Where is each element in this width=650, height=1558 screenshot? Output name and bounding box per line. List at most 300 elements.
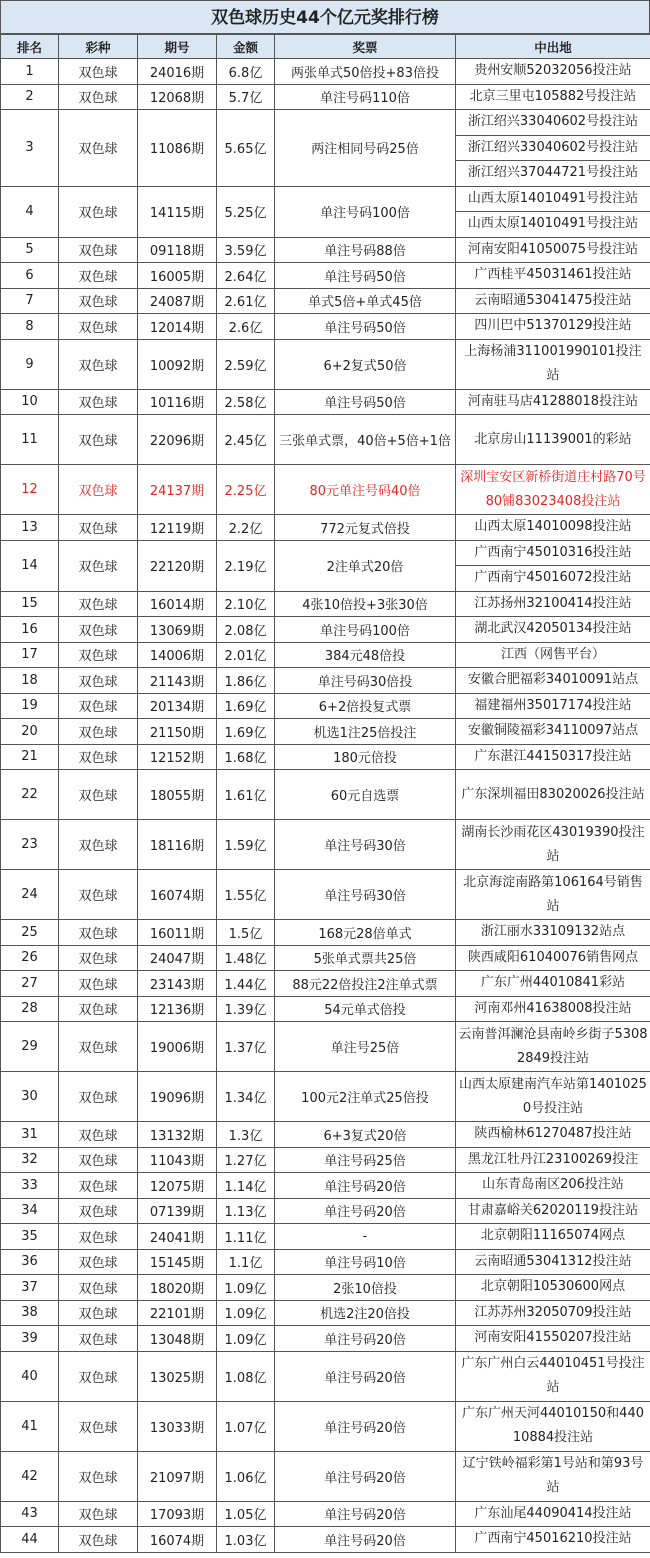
cell-rank: 11: [1, 415, 59, 465]
cell-location: 广东汕尾44090414投注站: [456, 1501, 650, 1527]
cell-rank: 34: [1, 1198, 59, 1224]
cell-issue: 10092期: [138, 339, 217, 389]
cell-ticket: 单注号码20倍: [275, 1501, 456, 1527]
cell-game: 双色球: [59, 1249, 138, 1275]
table-row: [1, 1022, 650, 1072]
cell-ticket: 两张单式50倍投+83倍投: [275, 59, 456, 85]
table-row: [1, 820, 650, 870]
table-row: [1, 617, 650, 643]
cell-game: 双色球: [59, 415, 138, 465]
cell-ticket: 180元倍投: [275, 744, 456, 770]
cell-amount: 2.25亿: [217, 465, 275, 515]
cell-ticket: 三张单式票，40倍+5倍+1倍: [275, 415, 456, 465]
cell-location: 河南安阳41550207投注站: [456, 1326, 650, 1352]
table-row: [1, 1527, 650, 1553]
table-row: [1, 1401, 650, 1451]
cell-ticket: 单注号码20倍: [275, 1401, 456, 1451]
table-row: [1, 84, 650, 110]
cell-amount: 1.34亿: [217, 1072, 275, 1122]
cell-rank: 27: [1, 971, 59, 997]
cell-ticket: 2张10倍投: [275, 1275, 456, 1301]
cell-rank: 38: [1, 1300, 59, 1326]
cell-location: 浙江绍兴33040602号投注站: [456, 110, 650, 136]
cell-location: 河南邓州41638008投注站: [456, 996, 650, 1022]
cell-issue: 12068期: [138, 84, 217, 110]
cell-location: 陕西咸阳61040076销售网点: [456, 945, 650, 971]
cell-ticket: 80元单注号码40倍: [275, 465, 456, 515]
cell-game: 双色球: [59, 389, 138, 415]
cell-rank: 44: [1, 1527, 59, 1553]
cell-location: 江苏苏州32050709投注站: [456, 1300, 650, 1326]
cell-location: 贵州安顺52032056投注站: [456, 59, 650, 85]
cell-ticket: 单注号码50倍: [275, 389, 456, 415]
cell-ticket: 2注单式20倍: [275, 540, 456, 591]
cell-issue: 13025期: [138, 1351, 217, 1401]
cell-game: 双色球: [59, 540, 138, 591]
cell-rank: 9: [1, 339, 59, 389]
cell-amount: 1.03亿: [217, 1527, 275, 1553]
table-row: [1, 515, 650, 541]
cell-issue: 10116期: [138, 389, 217, 415]
cell-game: 双色球: [59, 1198, 138, 1224]
ranking-table: [0, 34, 650, 1553]
cell-rank: 43: [1, 1501, 59, 1527]
cell-game: 双色球: [59, 693, 138, 719]
table-row: [1, 1173, 650, 1199]
cell-rank: 20: [1, 719, 59, 745]
table-row: [1, 1501, 650, 1527]
cell-game: 双色球: [59, 465, 138, 515]
table-row: [1, 415, 650, 465]
cell-issue: 23143期: [138, 971, 217, 997]
cell-rank: 28: [1, 996, 59, 1022]
cell-location: 广西南宁45016210投注站: [456, 1527, 650, 1553]
cell-rank: 8: [1, 314, 59, 340]
header-game: 彩种: [59, 35, 138, 59]
cell-amount: 1.61亿: [217, 770, 275, 820]
cell-amount: 2.59亿: [217, 339, 275, 389]
cell-rank: 26: [1, 945, 59, 971]
cell-ticket: 单注号码88倍: [275, 237, 456, 263]
cell-rank: 3: [1, 110, 59, 187]
cell-game: 双色球: [59, 591, 138, 617]
cell-rank: 13: [1, 515, 59, 541]
table-row: [1, 1275, 650, 1301]
cell-rank: 15: [1, 591, 59, 617]
cell-amount: 1.44亿: [217, 971, 275, 997]
cell-location: 河南安阳41050075号投注站: [456, 237, 650, 263]
cell-location: 山西太原14010491号投注站: [456, 186, 650, 212]
cell-issue: 09118期: [138, 237, 217, 263]
cell-ticket: 单注号码20倍: [275, 1198, 456, 1224]
cell-rank: 5: [1, 237, 59, 263]
cell-rank: 2: [1, 84, 59, 110]
cell-issue: 24016期: [138, 59, 217, 85]
cell-location: 云南昭通53041312投注站: [456, 1249, 650, 1275]
cell-amount: 2.2亿: [217, 515, 275, 541]
cell-game: 双色球: [59, 263, 138, 289]
cell-amount: 2.10亿: [217, 591, 275, 617]
table-row: [1, 1147, 650, 1173]
cell-issue: 15145期: [138, 1249, 217, 1275]
cell-location: 广东深圳福田83020026投注站: [456, 770, 650, 820]
cell-issue: 24041期: [138, 1224, 217, 1250]
cell-game: 双色球: [59, 1224, 138, 1250]
cell-game: 双色球: [59, 770, 138, 820]
cell-rank: 17: [1, 642, 59, 668]
cell-game: 双色球: [59, 668, 138, 694]
cell-game: 双色球: [59, 1401, 138, 1451]
cell-amount: 3.59亿: [217, 237, 275, 263]
cell-game: 双色球: [59, 1173, 138, 1199]
cell-amount: 2.64亿: [217, 263, 275, 289]
cell-game: 双色球: [59, 1326, 138, 1352]
table-row: [1, 719, 650, 745]
cell-location: 广东广州白云44010451号投注站: [456, 1351, 650, 1401]
cell-game: 双色球: [59, 1022, 138, 1072]
cell-game: 双色球: [59, 1501, 138, 1527]
cell-amount: 1.08亿: [217, 1351, 275, 1401]
cell-ticket: 单式5倍+单式45倍: [275, 288, 456, 314]
cell-rank: 14: [1, 540, 59, 591]
cell-amount: 1.09亿: [217, 1275, 275, 1301]
cell-game: 双色球: [59, 186, 138, 237]
cell-ticket: 单注号码30倍: [275, 820, 456, 870]
cell-amount: 1.09亿: [217, 1326, 275, 1352]
table-row: [1, 744, 650, 770]
cell-location: 广东广州天河44010150和44010884投注站: [456, 1401, 650, 1451]
cell-game: 双色球: [59, 339, 138, 389]
table-row: [1, 237, 650, 263]
cell-ticket: 100元2注单式25倍投: [275, 1072, 456, 1122]
cell-ticket: 60元自选票: [275, 770, 456, 820]
cell-ticket: 单注号码20倍: [275, 1527, 456, 1553]
cell-game: 双色球: [59, 1122, 138, 1148]
cell-location: 广东广州44010841彩站: [456, 971, 650, 997]
cell-rank: 22: [1, 770, 59, 820]
cell-game: 双色球: [59, 971, 138, 997]
cell-amount: 5.25亿: [217, 186, 275, 237]
cell-ticket: 单注号码20倍: [275, 1351, 456, 1401]
table-row: [1, 110, 650, 136]
cell-ticket: 单注号码30倍: [275, 870, 456, 920]
cell-issue: 14115期: [138, 186, 217, 237]
cell-amount: 6.8亿: [217, 59, 275, 85]
cell-game: 双色球: [59, 996, 138, 1022]
table-row: [1, 263, 650, 289]
cell-ticket: 6+3复式20倍: [275, 1122, 456, 1148]
table-row: [1, 693, 650, 719]
cell-location: 山西太原14010098投注站: [456, 515, 650, 541]
cell-rank: 21: [1, 744, 59, 770]
cell-issue: 13069期: [138, 617, 217, 643]
header-issue: 期号: [138, 35, 217, 59]
cell-issue: 17093期: [138, 1501, 217, 1527]
cell-amount: 1.55亿: [217, 870, 275, 920]
cell-amount: 5.65亿: [217, 110, 275, 187]
cell-ticket: -: [275, 1224, 456, 1250]
cell-ticket: 单注号码30倍投: [275, 668, 456, 694]
cell-rank: 36: [1, 1249, 59, 1275]
cell-rank: 24: [1, 870, 59, 920]
cell-issue: 19096期: [138, 1072, 217, 1122]
cell-issue: 12152期: [138, 744, 217, 770]
cell-ticket: 54元单式倍投: [275, 996, 456, 1022]
cell-location: 广西南宁45016072投注站: [456, 566, 650, 592]
table-row: [1, 186, 650, 212]
cell-location: 广西桂平45031461投注站: [456, 263, 650, 289]
cell-ticket: 单注号码25倍: [275, 1147, 456, 1173]
cell-game: 双色球: [59, 84, 138, 110]
cell-location: 福建福州35017174投注站: [456, 693, 650, 719]
cell-location: 安徽铜陵福彩34110097站点: [456, 719, 650, 745]
table-row: [1, 591, 650, 617]
cell-issue: 22120期: [138, 540, 217, 591]
cell-rank: 33: [1, 1173, 59, 1199]
cell-issue: 12075期: [138, 1173, 217, 1199]
cell-ticket: 772元复式倍投: [275, 515, 456, 541]
cell-game: 双色球: [59, 314, 138, 340]
cell-location: 广西南宁45010316投注站: [456, 540, 650, 566]
table-row: [1, 920, 650, 946]
cell-issue: 16005期: [138, 263, 217, 289]
cell-amount: 2.6亿: [217, 314, 275, 340]
cell-rank: 16: [1, 617, 59, 643]
cell-game: 双色球: [59, 515, 138, 541]
table-row: [1, 314, 650, 340]
cell-location: 山东青岛南区206投注站: [456, 1173, 650, 1199]
table-row: [1, 465, 650, 515]
cell-amount: 1.69亿: [217, 693, 275, 719]
table-row: [1, 339, 650, 389]
cell-game: 双色球: [59, 1300, 138, 1326]
cell-location: 深圳宝安区新桥街道庄村路70号80铺83023408投注站: [456, 465, 650, 515]
cell-game: 双色球: [59, 617, 138, 643]
cell-game: 双色球: [59, 237, 138, 263]
cell-amount: 1.05亿: [217, 1501, 275, 1527]
table-row: [1, 540, 650, 566]
cell-location: 湖北武汉42050134投注站: [456, 617, 650, 643]
cell-amount: 2.58亿: [217, 389, 275, 415]
cell-amount: 1.48亿: [217, 945, 275, 971]
cell-ticket: 单注号码110倍: [275, 84, 456, 110]
cell-issue: 12014期: [138, 314, 217, 340]
cell-location: 江苏扬州32100414投注站: [456, 591, 650, 617]
table-row: [1, 1249, 650, 1275]
cell-rank: 25: [1, 920, 59, 946]
cell-amount: 1.14亿: [217, 1173, 275, 1199]
table-row: [1, 770, 650, 820]
cell-location: 四川巴中51370129投注站: [456, 314, 650, 340]
cell-location: 云南普洱澜沧县南岭乡街子53082849投注站: [456, 1022, 650, 1072]
cell-rank: 4: [1, 186, 59, 237]
cell-amount: 1.86亿: [217, 668, 275, 694]
cell-location: 浙江绍兴37044721号投注站: [456, 161, 650, 187]
cell-amount: 2.01亿: [217, 642, 275, 668]
table-row: [1, 288, 650, 314]
cell-game: 双色球: [59, 1072, 138, 1122]
page-title: 双色球历史44个亿元奖排行榜: [0, 0, 650, 34]
cell-ticket: 单注号码20倍: [275, 1451, 456, 1501]
cell-rank: 41: [1, 1401, 59, 1451]
cell-rank: 37: [1, 1275, 59, 1301]
cell-location: 广东湛江44150317投注站: [456, 744, 650, 770]
cell-amount: 1.13亿: [217, 1198, 275, 1224]
cell-rank: 7: [1, 288, 59, 314]
cell-issue: 12119期: [138, 515, 217, 541]
cell-location: 辽宁铁岭福彩第1号站和第93号站: [456, 1451, 650, 1501]
cell-amount: 1.69亿: [217, 719, 275, 745]
cell-rank: 1: [1, 59, 59, 85]
cell-issue: 12136期: [138, 996, 217, 1022]
cell-rank: 42: [1, 1451, 59, 1501]
cell-ticket: 两注相同号码25倍: [275, 110, 456, 187]
cell-location: 北京朝阳10530600网点: [456, 1275, 650, 1301]
table-row: [1, 971, 650, 997]
cell-rank: 30: [1, 1072, 59, 1122]
cell-amount: 2.45亿: [217, 415, 275, 465]
cell-issue: 13132期: [138, 1122, 217, 1148]
cell-issue: 11086期: [138, 110, 217, 187]
cell-amount: 1.11亿: [217, 1224, 275, 1250]
table-body: [1, 59, 650, 1553]
cell-game: 双色球: [59, 920, 138, 946]
table-row: [1, 1300, 650, 1326]
cell-game: 双色球: [59, 1451, 138, 1501]
cell-issue: 21150期: [138, 719, 217, 745]
table-row: [1, 668, 650, 694]
cell-location: 安徽合肥福彩34010091站点: [456, 668, 650, 694]
cell-ticket: 单注号码50倍: [275, 263, 456, 289]
cell-issue: 24087期: [138, 288, 217, 314]
cell-game: 双色球: [59, 642, 138, 668]
cell-issue: 13033期: [138, 1401, 217, 1451]
table-row: [1, 1198, 650, 1224]
cell-location: 湖南长沙雨花区43019390投注站: [456, 820, 650, 870]
cell-amount: 1.06亿: [217, 1451, 275, 1501]
cell-game: 双色球: [59, 1527, 138, 1553]
cell-issue: 21097期: [138, 1451, 217, 1501]
cell-issue: 18020期: [138, 1275, 217, 1301]
cell-location: 山西太原14010491号投注站: [456, 212, 650, 238]
cell-ticket: 单注号25倍: [275, 1022, 456, 1072]
cell-amount: 1.07亿: [217, 1401, 275, 1451]
cell-game: 双色球: [59, 288, 138, 314]
cell-ticket: 88元22倍投注2注单式票: [275, 971, 456, 997]
cell-location: 甘肃嘉峪关62020119投注站: [456, 1198, 650, 1224]
cell-rank: 31: [1, 1122, 59, 1148]
cell-amount: 2.19亿: [217, 540, 275, 591]
cell-location: 陕西榆林61270487投注站: [456, 1122, 650, 1148]
cell-location: 黑龙江牡丹江23100269投注: [456, 1147, 650, 1173]
cell-amount: 1.09亿: [217, 1300, 275, 1326]
cell-ticket: 单注号码10倍: [275, 1249, 456, 1275]
cell-issue: 24047期: [138, 945, 217, 971]
cell-location: 河南驻马店41288018投注站: [456, 389, 650, 415]
table-row: [1, 1326, 650, 1352]
cell-amount: 2.61亿: [217, 288, 275, 314]
table-row: [1, 870, 650, 920]
cell-rank: 10: [1, 389, 59, 415]
table-row: [1, 59, 650, 85]
cell-location: 山西太原建南汽车站第14010250号投注站: [456, 1072, 650, 1122]
cell-rank: 6: [1, 263, 59, 289]
cell-game: 双色球: [59, 744, 138, 770]
cell-issue: 20134期: [138, 693, 217, 719]
cell-location: 北京房山11139001的彩站: [456, 415, 650, 465]
cell-amount: 1.5亿: [217, 920, 275, 946]
cell-issue: 22096期: [138, 415, 217, 465]
table-row: [1, 1122, 650, 1148]
cell-issue: 18116期: [138, 820, 217, 870]
cell-location: 北京海淀南路第106164号销售站: [456, 870, 650, 920]
cell-issue: 18055期: [138, 770, 217, 820]
cell-game: 双色球: [59, 110, 138, 187]
header-amount: 金额: [217, 35, 275, 59]
cell-game: 双色球: [59, 59, 138, 85]
cell-ticket: 机选1注25倍投注: [275, 719, 456, 745]
cell-ticket: 单注号码100倍: [275, 617, 456, 643]
cell-rank: 39: [1, 1326, 59, 1352]
header-rank: 排名: [1, 35, 59, 59]
cell-game: 双色球: [59, 719, 138, 745]
cell-amount: 1.68亿: [217, 744, 275, 770]
table-row: [1, 1072, 650, 1122]
cell-location: 上海杨浦311001990101投注站: [456, 339, 650, 389]
header-row: [1, 35, 650, 59]
cell-issue: 14006期: [138, 642, 217, 668]
cell-ticket: 384元48倍投: [275, 642, 456, 668]
cell-amount: 1.59亿: [217, 820, 275, 870]
cell-location: 北京朝阳11165074网点: [456, 1224, 650, 1250]
table-row: [1, 945, 650, 971]
cell-ticket: 单注号码20倍: [275, 1326, 456, 1352]
cell-rank: 35: [1, 1224, 59, 1250]
cell-game: 双色球: [59, 1351, 138, 1401]
table-row: [1, 389, 650, 415]
cell-game: 双色球: [59, 870, 138, 920]
cell-amount: 1.37亿: [217, 1022, 275, 1072]
header-ticket: 奖票: [275, 35, 456, 59]
table-row: [1, 1451, 650, 1501]
cell-issue: 21143期: [138, 668, 217, 694]
cell-location: 云南昭通53041475投注站: [456, 288, 650, 314]
table-row: [1, 1351, 650, 1401]
cell-ticket: 单注号码50倍: [275, 314, 456, 340]
cell-game: 双色球: [59, 945, 138, 971]
cell-amount: 1.1亿: [217, 1249, 275, 1275]
cell-rank: 29: [1, 1022, 59, 1072]
cell-ticket: 6+2倍投复式票: [275, 693, 456, 719]
cell-amount: 1.39亿: [217, 996, 275, 1022]
cell-rank: 19: [1, 693, 59, 719]
cell-rank: 32: [1, 1147, 59, 1173]
cell-rank: 18: [1, 668, 59, 694]
cell-issue: 11043期: [138, 1147, 217, 1173]
table-row: [1, 642, 650, 668]
header-location: 中出地: [456, 35, 650, 59]
cell-location: 北京三里屯105882号投注站: [456, 84, 650, 110]
cell-location: 浙江绍兴33040602号投注站: [456, 135, 650, 161]
cell-issue: 13048期: [138, 1326, 217, 1352]
cell-issue: 22101期: [138, 1300, 217, 1326]
cell-game: 双色球: [59, 820, 138, 870]
cell-ticket: 4张10倍投+3张30倍: [275, 591, 456, 617]
cell-issue: 16074期: [138, 870, 217, 920]
cell-game: 双色球: [59, 1147, 138, 1173]
cell-ticket: 单注号码100倍: [275, 186, 456, 237]
cell-ticket: 168元28倍单式: [275, 920, 456, 946]
